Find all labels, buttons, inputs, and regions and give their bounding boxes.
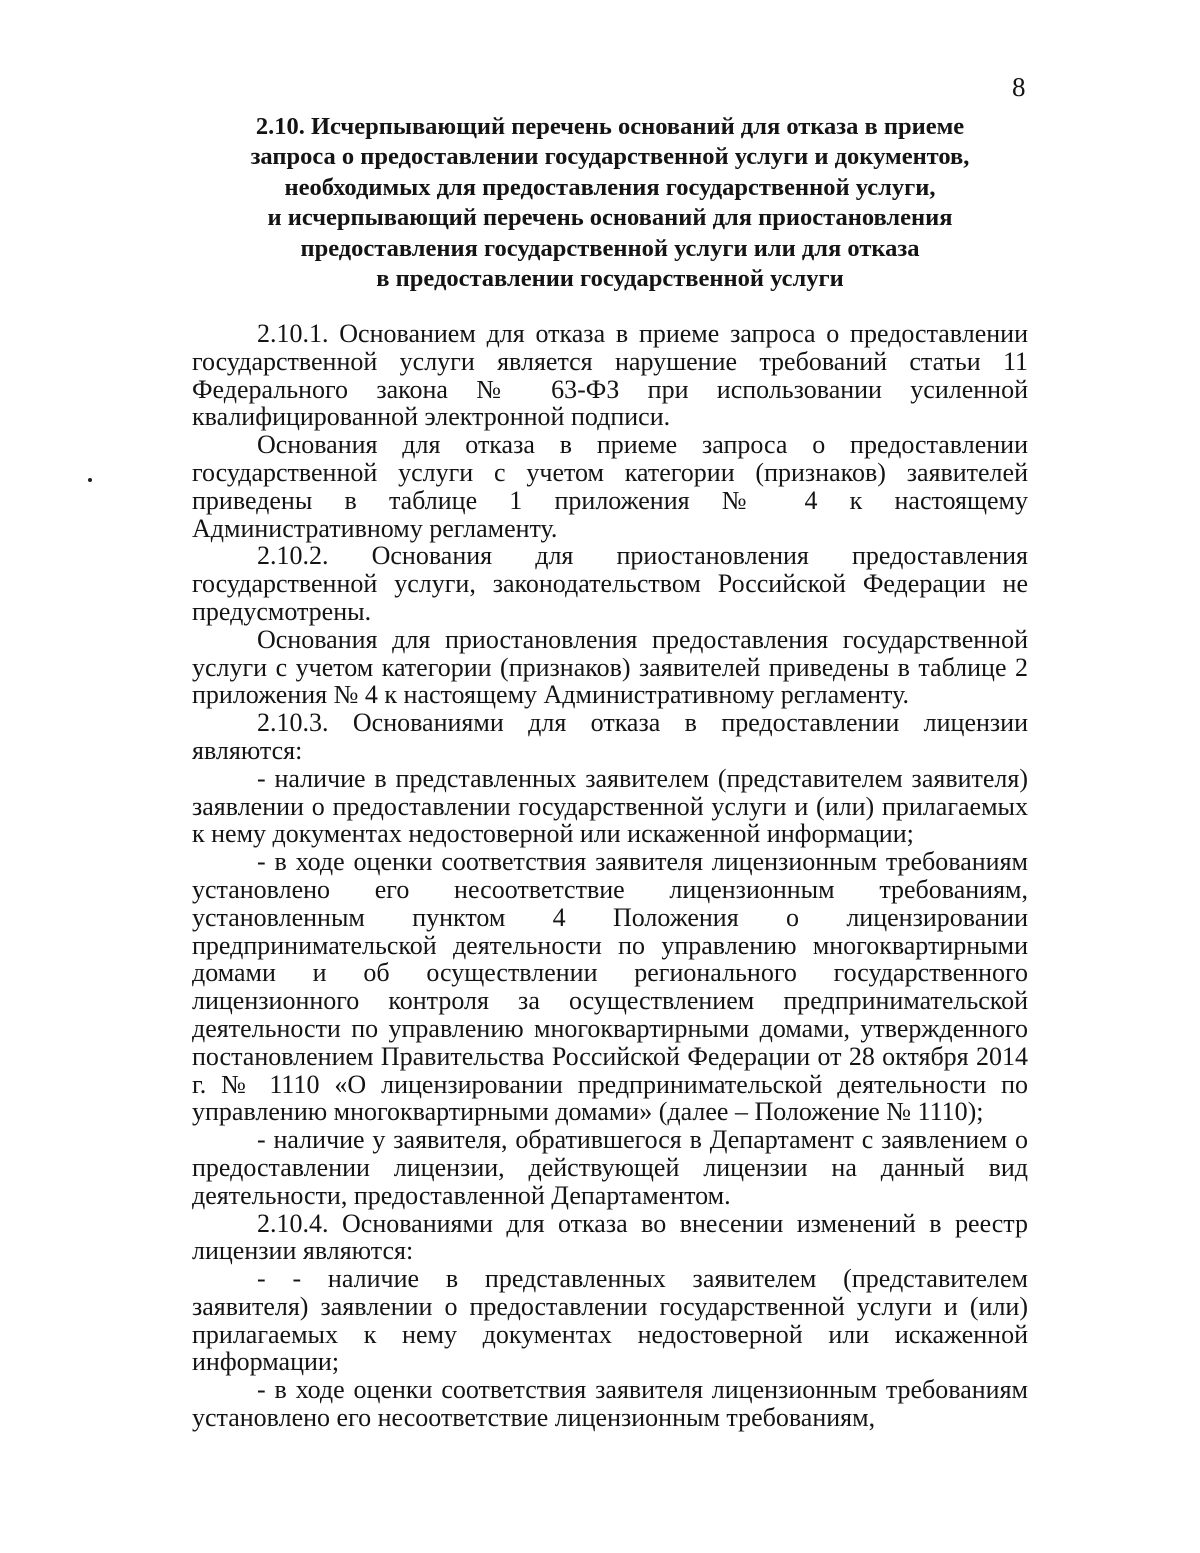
section-heading [190,112,1030,294]
heading-line: запроса о предоставлении государственной услуги и документов, [250,143,970,171]
list-item: - наличие в представленных заявителем (представителем заявителя) заявлении о предоставлении государственной услуги и (или) прилагаемых к нему документах недостоверной или искаженной информации; [192,763,1028,849]
heading-line: предоставления государственной услуги или для отказа [300,234,920,262]
paragraph: Основания для приостановления предоставления государственной услуги с учетом категории (признаков) заявителей приведены в таблице 2 приложения № 4 к настоящему Административному регламенту. [192,624,1028,710]
list-item: - - наличие в представленных заявителем (представителем заявителя) заявлении о предоставлении государственной услуги и (или) прилагаемых к нему документах недостоверной или искаженной информации; [192,1264,1028,1377]
list-item: - наличие у заявителя, обратившегося в Департамент с заявлением о предоставлении лицензии, действующей лицензии на данный вид деятельности, предоставленной Департаментом. [192,1125,1028,1210]
heading-line: и исчерпывающий перечень оснований для приостановления [267,204,953,232]
paragraph-2-10-2: 2.10.2. Основания для приостановления предоставления государственной услуги, законодательством Российской Федерации не предусмотрены. [192,541,1028,626]
body-text [192,320,1028,1432]
paragraph-2-10-1: 2.10.1. Основанием для отказа в приеме запроса о предоставлении государственной услуги является нарушение требований статьи 11 Федерального закона № 63-ФЗ при использовании усиленной квалифицированной электронной подписи. [192,319,1028,432]
scan-speck [88,478,92,482]
list-item: - в ходе оценки соответствия заявителя лицензионным требованиям установлено его несоответствие лицензионным требованиям, установленным пунктом 4 Положения о лицензировании предпринимательской деятельности по управлению многоквартирными домами и об осуществлении регионального государственного лицензионного контроля за осуществлением предпринимательской деятельности по управлению многоквартирными домами, утвержденного постановлением Правительства Российской Федерации от 28 октября 2014 г. № 1110 «О лицензировании предпринимательской деятельности по управлению многоквартирными домами» (далее – Положение № 1110); [192,847,1028,1127]
page-number: 8 [1012,72,1026,102]
paragraph-2-10-4: 2.10.4. Основаниями для отказа во внесении изменений в реестр лицензии являются: [192,1208,1028,1266]
heading-line: 2.10. Исчерпывающий перечень оснований для отказа в приеме [255,113,965,140]
list-item: - в ходе оценки соответствия заявителя лицензионным требованиям установлено его несоответствие лицензионным требованиям, [192,1375,1028,1433]
heading-line: необходимых для предоставления государственной услуги, [284,173,936,201]
heading-line: в предоставлении государственной услуги [376,265,844,293]
paragraph: Основания для отказа в приеме запроса о предоставлении государственной услуги с учетом категории (признаков) заявителей приведены в таблице 1 приложения № 4 к настоящему Административному регламенту. [192,430,1028,543]
paragraph-2-10-3: 2.10.3. Основаниями для отказа в предоставлении лицензии являются: [192,708,1028,765]
